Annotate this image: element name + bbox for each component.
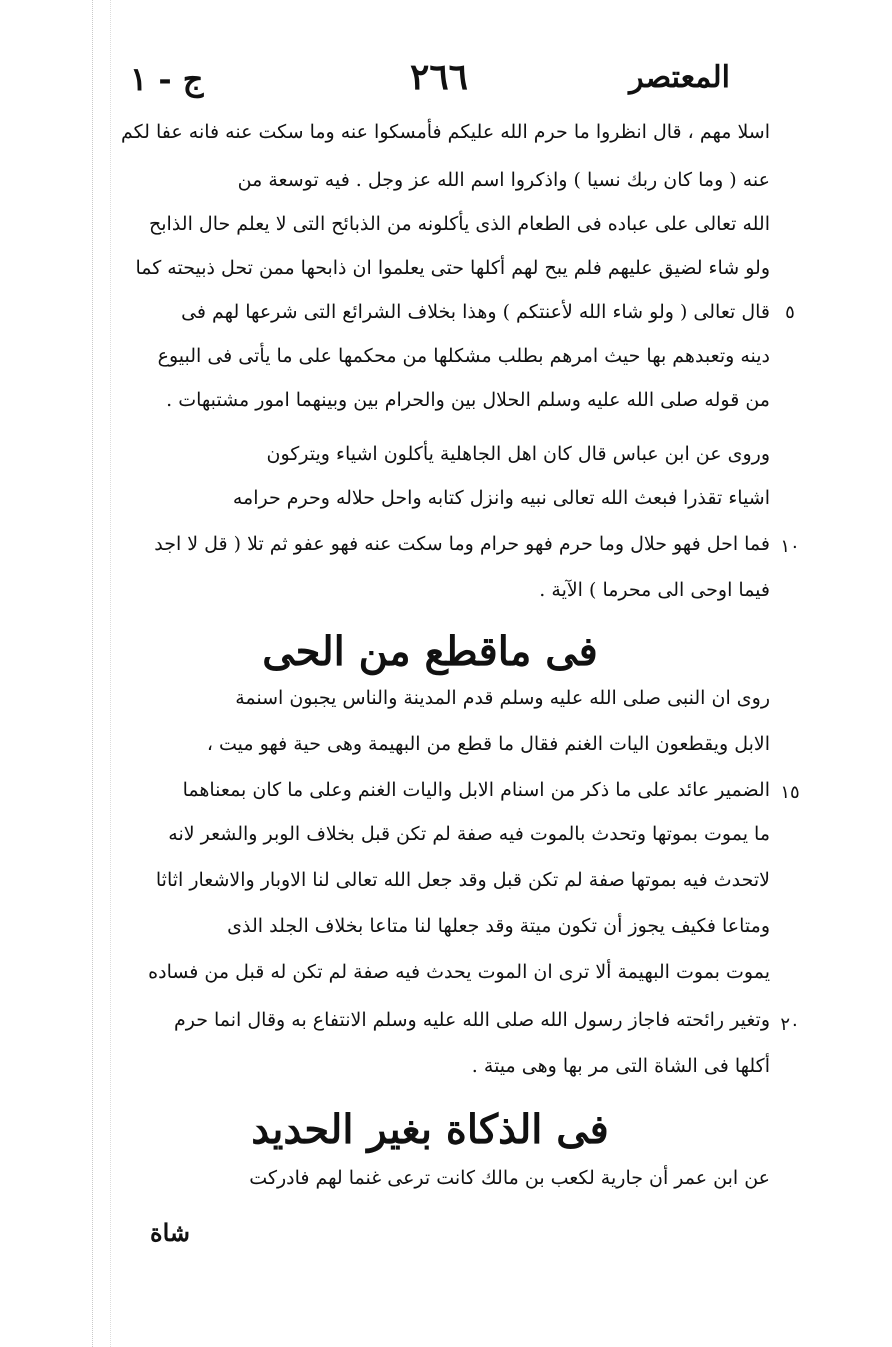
text-line: دينه وتعبدهم بها حيث امرهم بطلب مشكلها من محكمها على ما يأتى فى البيوع [157, 345, 770, 367]
last-word: شاة [150, 1218, 190, 1247]
text-line: قال تعالى ( ولو شاء الله لأعنتكم ) وهذا بخلاف الشرائع التى شرعها لهم فى [181, 301, 770, 323]
section-heading: فى الذكاة بغير الحديد [251, 1106, 609, 1153]
text-line: اسلا مهم ، قال انظروا ما حرم الله عليكم فأمسكوا عنه وما سكت عنه فانه عفا لكم [121, 121, 770, 143]
line-number: ١٥ [780, 782, 800, 803]
text-line: يموت بموت البهيمة ألا ترى ان الموت يحدث فيه صفة لم تكن له قبل من فساده [148, 961, 770, 983]
text-line: اشياء تقذرا فبعث الله تعالى نبيه وانزل كتابه واحل حلاله وحرم حرامه [232, 487, 770, 509]
running-title: المعتصر [629, 60, 730, 95]
text-line: أكلها فى الشاة التى مر بها وهى ميتة . [471, 1055, 770, 1077]
text-line: الله تعالى على عباده فى الطعام الذى يأكلونه من الذبائح التى لا يعلم حال الذابح [149, 213, 770, 235]
text-line: الابل ويقطعون اليات الغنم فقال ما قطع من البهيمة وهى حية فهو ميت ، [206, 733, 770, 755]
text-line: ومتاعا فكيف يجوز أن تكون ميتة وقد جعلها لنا متاعا بخلاف الجلد الذى [227, 915, 770, 937]
text-line: لاتحدث فيه بموتها صفة لم تكن قبل وقد جعل الله تعالى لنا الاوبار والاشعار اثاثا [155, 869, 770, 891]
text-line: فيما اوحى الى محرما ) الآية . [539, 579, 770, 601]
text-line: عن ابن عمر أن جارية لكعب بن مالك كانت ترعى غنما لهم فادركت [249, 1167, 770, 1189]
text-line: روى ان النبى صلى الله عليه وسلم قدم المدينة والناس يجبون اسنمة [235, 687, 770, 709]
scan-edge-artifact [92, 0, 93, 1347]
scan-edge-artifact [110, 0, 111, 1347]
text-line: من قوله صلى الله عليه وسلم الحلال بين والحرام بين وبينهما امور مشتبهات . [166, 389, 770, 411]
section-heading: فى ماقطع من الحى [262, 628, 598, 675]
line-number: ١٠ [780, 536, 800, 557]
text-line: وتغير رائحته فاجاز رسول الله صلى الله عليه وسلم الانتفاع به وقال انما حرم [173, 1009, 770, 1031]
text-line: ولو شاء لضيق عليهم فلم يبح لهم أكلها حتى يعلموا ان ذابحها ممن تحل ذبيحته كما [135, 257, 770, 279]
text-line: ما يموت بموتها وتحدث بالموت فيه صفة لم تكن قبل بخلاف الوبر والشعر لانه [168, 823, 770, 845]
line-number: ٥ [785, 302, 795, 323]
page-header [130, 56, 730, 102]
line-number: ٢٠ [780, 1014, 800, 1035]
text-line: وروى عن ابن عباس قال كان اهل الجاهلية يأكلون اشياء ويتركون [266, 443, 770, 465]
page-number: ٢٦٦ [410, 56, 469, 98]
text-line: فما احل فهو حلال وما حرم فهو حرام وما سكت عنه فهو عفو ثم تلا ( قل لا اجد [154, 533, 770, 555]
volume-label: ج - ١ [130, 60, 204, 98]
text-line: عنه ( وما كان ربك نسيا ) واذكروا اسم الله عز وجل . فيه توسعة من [237, 169, 770, 191]
text-line: الضمير عائد على ما ذكر من اسنام الابل واليات الغنم وعلى ما كان بمعناهما [182, 779, 770, 801]
